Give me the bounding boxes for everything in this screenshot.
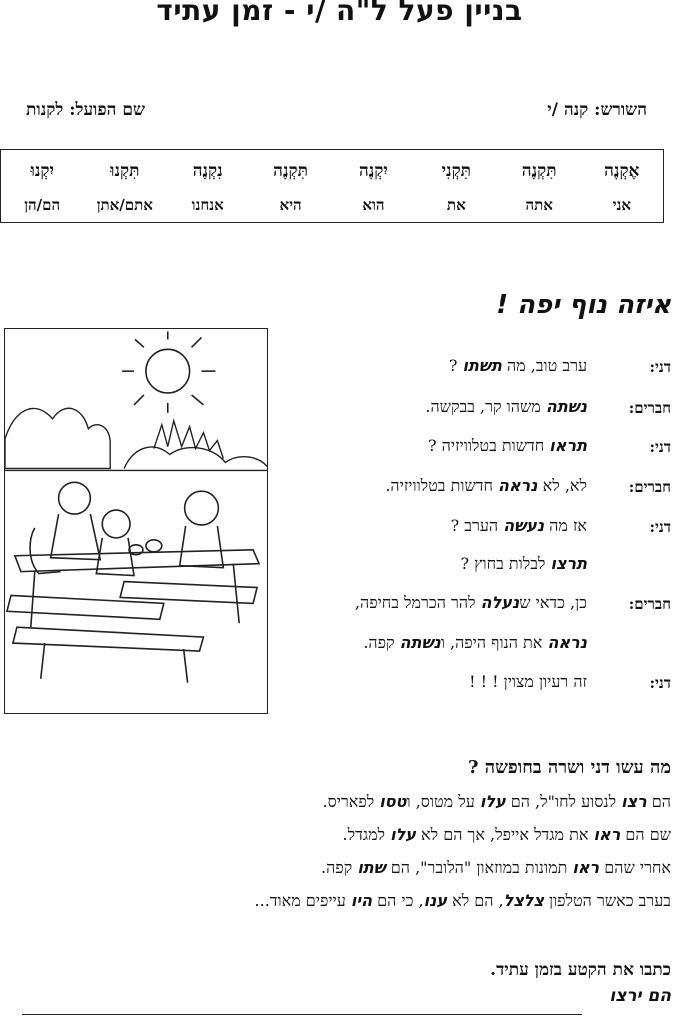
hills-icon (5, 408, 267, 470)
text-segment: שם הם (620, 825, 671, 844)
conjugation-form: תִּקְנִי (441, 161, 472, 181)
story-line (255, 891, 671, 911)
handwritten-verb: נשתה (545, 397, 587, 416)
text-segment: ? (448, 356, 463, 375)
answer-line[interactable] (22, 1014, 582, 1015)
handwritten-verb: רצו (621, 792, 647, 811)
handwritten-verb: נעלה (480, 593, 520, 612)
text-segment: חדשות בטלוויזיה ? (428, 436, 550, 455)
conjugation-form: תִּקְנוּ (110, 161, 140, 181)
conjugation-table (0, 149, 664, 223)
dialogue-speaker: דני: (649, 518, 671, 536)
dialogue-line (428, 436, 587, 456)
dialogue-title: איזה נוף יפה ! (496, 290, 671, 320)
conjugation-forms-row (1, 150, 664, 189)
dialogue-speaker: דני: (649, 674, 671, 692)
conjugation-form: יִקְנֶה (359, 161, 388, 181)
text-segment: הערב ? (450, 516, 504, 535)
handwritten-verb: ראו (593, 825, 621, 844)
conjugation-pronouns-row (1, 188, 664, 223)
handwritten-verb: עלו (479, 792, 506, 811)
dialogue-speaker: חברים: (628, 595, 671, 613)
handwritten-verb: היו (350, 891, 373, 910)
text-segment: כן, כדאי ש (519, 593, 587, 612)
conjugation-pronoun: אתה (525, 195, 553, 214)
text-segment: עייפים מאוד... (254, 891, 351, 910)
conjugation-form: אֶקְנֶה (604, 161, 640, 181)
handwritten-verb: נעשה (503, 516, 545, 535)
text-segment: , הם לא (447, 891, 504, 910)
text-segment: למגדל. (342, 825, 391, 844)
handwritten-verb: נראה (547, 633, 587, 652)
text-segment: משהו קר, בבקשה. (425, 397, 546, 416)
text-segment: תמונות במוזאון "הלובר", הם (385, 858, 573, 877)
text-segment: לבלות בחוץ ? (460, 554, 551, 573)
conjugation-pronoun: הוא (362, 195, 385, 214)
conjugation-pronoun: הם/הן (24, 195, 61, 214)
conjugation-pronoun: אנחנו (191, 195, 224, 214)
text-segment: על מטוס, ו (406, 792, 480, 811)
dialogue-line (425, 397, 587, 417)
dialogue-line (449, 356, 587, 376)
handwritten-verb: נשתה (399, 633, 441, 652)
handwritten-verb: טסו (379, 792, 407, 811)
conjugation-form: תִּקְנֶה (521, 161, 557, 181)
text-segment: , כי הם (372, 891, 424, 910)
story-line (321, 858, 671, 878)
conjugation-form: תִּקְנֶה (273, 161, 308, 181)
exercise-instruction: כתבו את הקטע בזמן עתיד. (490, 960, 671, 980)
answer-start: הם ירצו (609, 986, 671, 1006)
handwritten-verb: עלו (390, 825, 416, 844)
text-segment: ערב טוב, מה (501, 356, 587, 375)
page-title: בניין פעל ל"ה /י - זמן עתיד (156, 0, 523, 27)
text-segment: קפה. (363, 633, 400, 652)
text-segment: לא, לא (537, 476, 587, 495)
text-segment: קפה. (320, 858, 358, 877)
infinitive-label: שם הפועל: לקנות (26, 100, 145, 120)
handwritten-verb: ראו (572, 858, 600, 877)
story-line (323, 792, 672, 812)
text-segment: לפאריס. (322, 792, 380, 811)
story-title: מה עשו דני ושרה בחופשה ? (467, 757, 671, 778)
dialogue-line (363, 633, 587, 653)
text-segment: אז מה (544, 516, 587, 535)
dialogue-line (461, 554, 587, 574)
text-segment: בערב כאשר הטלפון (543, 891, 671, 910)
handwritten-verb: ענו (423, 891, 448, 910)
text-segment: אחרי שהם (599, 858, 671, 877)
handwritten-verb: תשתו (462, 356, 502, 375)
text-segment: להר הכרמל בחיפה, (354, 593, 481, 612)
conjugation-pronoun: את (446, 195, 466, 214)
conjugation-pronoun: אתם/אתן (96, 195, 153, 214)
conjugation-pronoun: אני (612, 195, 632, 214)
root-label: השורש: קנה /י (547, 100, 647, 120)
dialogue-line (355, 593, 587, 613)
text-segment: את הנוף היפה, ו (440, 633, 548, 652)
text-segment: זה רעיון מצוין ! ! ! (469, 672, 587, 691)
cafe-illustration (4, 328, 268, 714)
handwritten-verb: צלצל (503, 891, 544, 910)
dialogue-line (385, 476, 587, 496)
conjugation-form: יִקְנוּ (30, 161, 54, 181)
dialogue-line (469, 672, 587, 692)
handwritten-verb: נראה (498, 476, 538, 495)
dialogue-speaker: דני: (649, 358, 671, 376)
conjugation-form: נִקְנֶה (192, 161, 223, 181)
conjugation-pronoun: היא (279, 195, 302, 214)
handwritten-verb: שתו (357, 858, 386, 877)
dialogue-line (451, 516, 587, 536)
text-segment: הם (646, 792, 671, 811)
handwritten-verb: תרצו (550, 554, 587, 573)
people-icon (30, 482, 223, 575)
text-segment: את מגדל אייפל, אך הם לא (415, 825, 594, 844)
handwritten-verb: תראו (549, 436, 587, 455)
story-line (343, 825, 671, 845)
sun-icon (122, 331, 215, 412)
text-segment: חדשות בטלוויזיה. (385, 476, 499, 495)
dialogue-speaker: חברים: (628, 399, 671, 417)
dialogue-speaker: חברים: (628, 478, 671, 496)
dialogue-speaker: דני: (649, 438, 671, 456)
text-segment: לנסוע לחו"ל, הם (505, 792, 622, 811)
